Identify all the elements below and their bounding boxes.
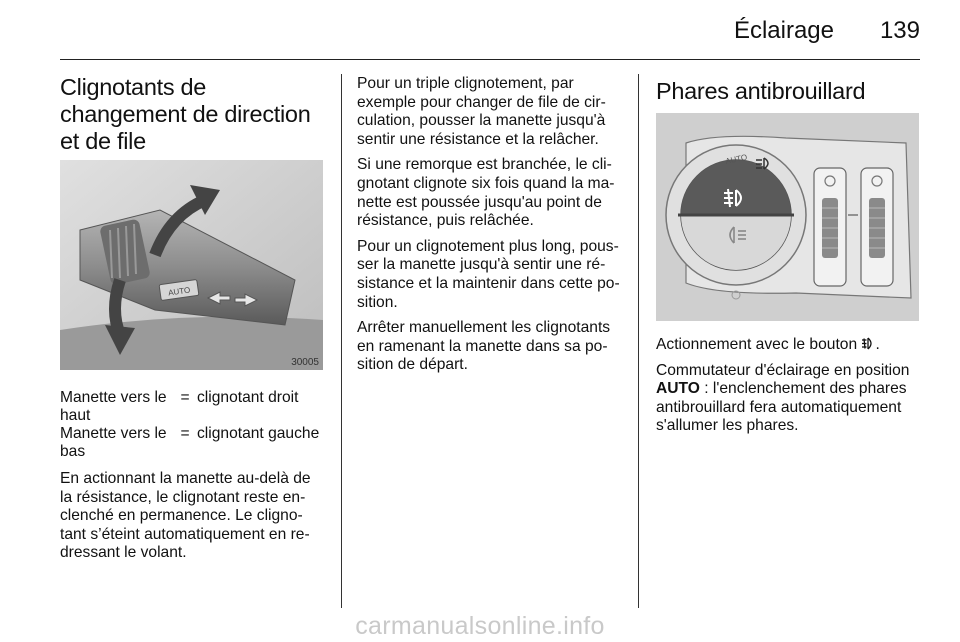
paragraph-text: Commutateur d'éclairage en position: [656, 361, 910, 379]
fog-light-inline-icon: [861, 336, 875, 351]
column-3: [656, 78, 922, 105]
paragraph: Arrêter manuellement les clignotants en ramenant la manette dans sa po-sition de départ.: [357, 319, 611, 374]
paragraph-fog-button: [656, 336, 922, 355]
paragraph: En actionnant la manette au-delà de la résistance, le clignotant reste en-clenché en permanence. Le cligno-tant s’éteint automatiquement en re-dressant le volant.: [60, 470, 311, 562]
column-1-paragraph: [60, 470, 326, 570]
auto-keyword: AUTO: [656, 380, 700, 398]
column-2: [357, 75, 625, 382]
column-divider-2: [638, 74, 639, 608]
column-divider-1: [341, 74, 342, 608]
paragraph: Pour un triple clignotement, par exemple pour changer de file de cir-culation, pousser la manette jusqu'à sentir une résistance et la relâcher.: [357, 75, 606, 148]
light-switch-figure: [656, 113, 919, 321]
watermark: carmanualsonline.info: [355, 612, 605, 640]
column-1: [60, 74, 326, 155]
paragraph-auto: [656, 362, 922, 436]
header-section-title: Éclairage: [733, 17, 834, 44]
page-header: [60, 0, 920, 60]
paragraph: Si une remorque est branchée, le cli-gnotant clignote six fois quand la ma-nette est poussée jusqu'au point de résistance, puis relâchée.: [357, 156, 615, 230]
column-3-text: [656, 336, 922, 443]
turn-signal-lever-figure: [60, 160, 323, 370]
paragraph-text: : l'enclenchement des phares antibrouillard fera automatiquement s'allumer les phares.: [656, 380, 907, 435]
section-title-fog-lights: Phares antibrouillard: [656, 78, 866, 104]
paragraph-end: .: [875, 336, 880, 353]
definition-value: clignotant gauche: [197, 425, 320, 442]
ring-auto-label: AUTO: [724, 152, 749, 166]
range-thumbwheel-icon: [861, 168, 893, 286]
definition-term: Manette vers le haut: [60, 389, 167, 424]
dimmer-thumbwheel-icon: [814, 168, 846, 286]
definition-row: [60, 425, 319, 461]
paragraph-text: Actionnement avec le bouton: [656, 336, 858, 353]
definition-equals: =: [180, 389, 190, 406]
rotary-light-switch-icon: [666, 145, 806, 285]
lever-auto-label: AUTO: [167, 285, 191, 298]
definition-equals: =: [180, 425, 190, 442]
definition-row: [60, 389, 319, 425]
figure-code: 30005: [291, 357, 319, 368]
definition-term: Manette vers le bas: [60, 425, 167, 460]
section-title-turn-signals: Clignotants de changement de direction et de file: [60, 74, 311, 154]
definition-value: clignotant droit: [197, 389, 299, 406]
definition-list: [60, 389, 330, 461]
paragraph: Pour un clignotement plus long, pous-ser la manette jusqu'à sentir une ré-sistance et la maintenir dans cette po-sition.: [357, 237, 620, 311]
page-number: 139: [879, 17, 920, 44]
